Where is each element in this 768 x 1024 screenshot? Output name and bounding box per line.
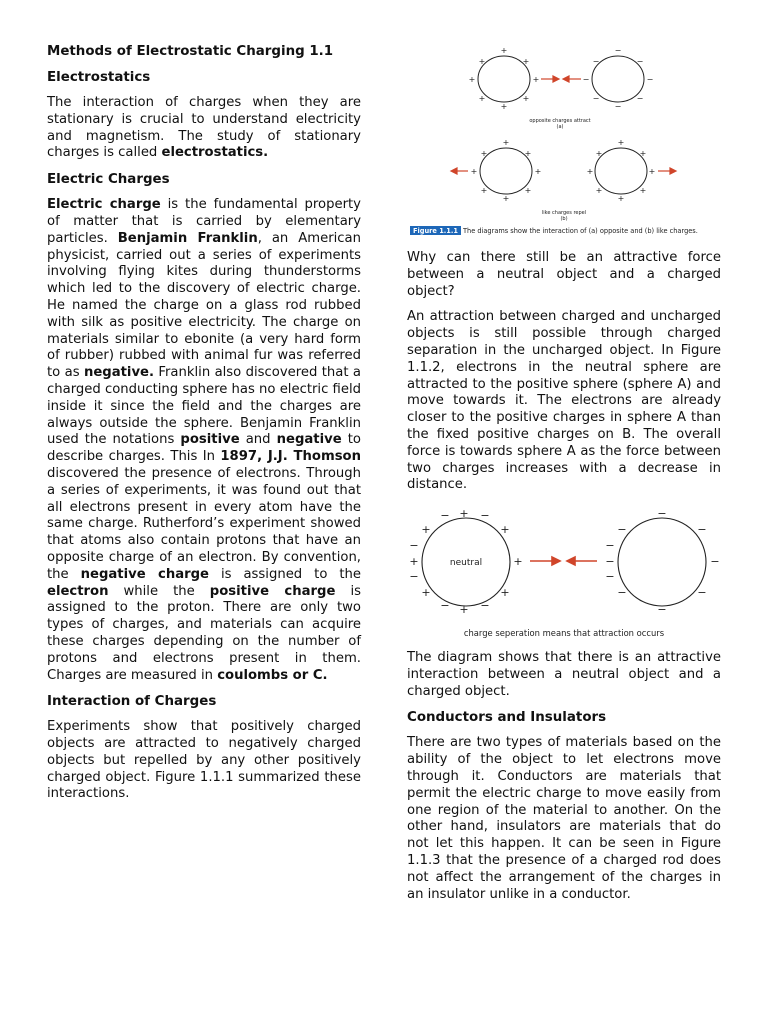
paragraph-attraction: An attraction between charged and uncharged objects is still possible through charged separation in the uncharged object. In Figure 1.1.2, electrons in the neutral sphere are attracted to the positive sphere (sphere A) and move towards it. The electrons are already closer to the positive charges in sphere A than the fixed positive charges on B. The overall force is towards sphere A as the force between two charges increases with a decrease in distance.: [407, 309, 721, 493]
figure-1-1-2: [400, 505, 730, 645]
heading-interaction: Interaction of Charges: [47, 694, 217, 710]
paragraph-diagram: The diagram shows that there is an attractive interaction between a neutral object and a charged object.: [407, 650, 721, 699]
figure-caption: The diagrams show the interaction of (a) opposite and (b) like charges.: [463, 227, 698, 235]
svg-text:−: −: [409, 539, 419, 552]
svg-text:+: +: [639, 186, 647, 195]
svg-text:+: +: [595, 186, 603, 195]
heading-electrostatics: Electrostatics: [47, 70, 151, 85]
caption-like: like charges repel: [541, 210, 587, 216]
neutral-label: neutral: [449, 558, 483, 568]
svg-text:+: +: [500, 523, 510, 536]
caption-opposite: opposite charges attract: [529, 118, 591, 124]
svg-text:+: +: [470, 167, 478, 176]
svg-text:+: +: [480, 149, 488, 158]
svg-text:−: −: [614, 102, 622, 111]
paragraph-electric-charges: Electric charge is the fundamental property of matter that is carried by elementary particles. Benjamin Franklin, an American physicist, carried out a series of experiments involving flying kites during thunderstorms which led to the discovery of electric charge. He named the charge on a glass rod rubbed with silk as positive electricity. The charge on materials similar to ebonite (a very hard form of rubber) rubbed with animal fur was referred to as negative. Franklin also discovered that a charged conducting sphere has no electric field inside it since the field and the charges are always outside the sphere. Benjamin Franklin used the notations positive and negative to describe charges. This In 1897, J.J. Thomson discovered the presence of electrons. Through a series of experiments, it was found out that all electrons present in every atom have the same charge. Rutherford’s experiment showed that atoms also contain protons that have an opposite charge of an electron. By convention, the negative charge is assigned to the electron while the positive charge is assigned to the proton. There are only two types of charges, and materials can acquire these charges depending on the number of protons and electrons present in them. Charges are measured in coulombs or C.: [47, 197, 361, 683]
page-title: Methods of Electrostatic Charging 1.1: [47, 44, 334, 59]
paragraph-question: Why can there still be an attractive force between a neutral object and a charged object?: [407, 250, 721, 299]
svg-text:−: −: [605, 570, 615, 583]
svg-text:−: −: [480, 599, 490, 612]
svg-text:−: −: [592, 57, 600, 66]
figure-1-1-1: [413, 44, 730, 244]
svg-text:−: −: [605, 555, 615, 568]
svg-text:−: −: [605, 539, 615, 552]
svg-text:+: +: [502, 138, 510, 147]
svg-text:−: −: [636, 57, 644, 66]
heading-electric-charges: Electric Charges: [47, 172, 170, 188]
left-column: [47, 40, 361, 812]
svg-text:−: −: [440, 599, 450, 612]
svg-text:+: +: [524, 149, 532, 158]
svg-text:+: +: [522, 57, 530, 66]
svg-text:−: −: [646, 75, 654, 84]
right-column: [407, 250, 721, 503]
svg-text:−: −: [657, 603, 667, 616]
svg-text:+: +: [522, 94, 530, 103]
svg-text:+: +: [500, 586, 510, 599]
svg-text:−: −: [592, 94, 600, 103]
svg-text:+: +: [502, 194, 510, 203]
svg-text:−: −: [409, 570, 419, 583]
figure-label: Figure 1.1.1: [413, 227, 458, 235]
paragraph-interaction: Experiments show that positively charged objects are attracted to negatively charged objects but repelled by any other positively charged object. Figure 1.1.1 summarized these interactions.: [47, 719, 361, 802]
svg-text:−: −: [697, 586, 707, 599]
svg-text:+: +: [478, 94, 486, 103]
svg-text:+: +: [478, 57, 486, 66]
svg-text:+: +: [459, 603, 469, 616]
label-a: (a): [556, 124, 564, 130]
svg-text:+: +: [534, 167, 542, 176]
heading-conductors: Conductors and Insulators: [407, 710, 607, 726]
svg-text:−: −: [582, 75, 590, 84]
svg-text:−: −: [710, 555, 720, 568]
svg-text:+: +: [459, 507, 469, 520]
svg-text:−: −: [697, 523, 707, 536]
svg-text:−: −: [617, 586, 627, 599]
svg-text:+: +: [586, 167, 594, 176]
svg-text:+: +: [639, 149, 647, 158]
svg-text:+: +: [648, 167, 656, 176]
svg-text:−: −: [617, 523, 627, 536]
svg-text:+: +: [500, 46, 508, 55]
svg-text:+: +: [500, 102, 508, 111]
svg-text:+: +: [524, 186, 532, 195]
svg-text:+: +: [595, 149, 603, 158]
svg-text:+: +: [617, 194, 625, 203]
svg-text:−: −: [480, 509, 490, 522]
paragraph-electrostatics: The interaction of charges when they are stationary is crucial to understand electricity and magnetism. The study of stationary charges is called electrostatics.: [47, 95, 361, 161]
svg-text:−: −: [636, 94, 644, 103]
svg-text:+: +: [532, 75, 540, 84]
svg-text:+: +: [421, 586, 431, 599]
label-b: (b): [560, 216, 568, 222]
svg-text:+: +: [409, 555, 419, 568]
svg-text:+: +: [513, 555, 523, 568]
paragraph-conductors: There are two types of materials based on the ability of the object to let electrons move through it. Conductors are materials that permit the electric charge to move easily from one region of the material to another. On the other hand, insulators are materials that do not let this happen. It can be seen in Figure 1.1.3 that the presence of a charged rod does not affect the arrangement of the charges in an insulator unlike in a conductor.: [407, 735, 721, 902]
svg-text:+: +: [421, 523, 431, 536]
svg-text:−: −: [614, 46, 622, 55]
figure2-caption: charge seperation means that attraction occurs: [463, 628, 665, 638]
svg-text:+: +: [468, 75, 476, 84]
svg-text:+: +: [480, 186, 488, 195]
svg-text:−: −: [440, 509, 450, 522]
svg-text:−: −: [657, 507, 667, 520]
svg-text:+: +: [617, 138, 625, 147]
right-column-lower: [407, 650, 721, 912]
